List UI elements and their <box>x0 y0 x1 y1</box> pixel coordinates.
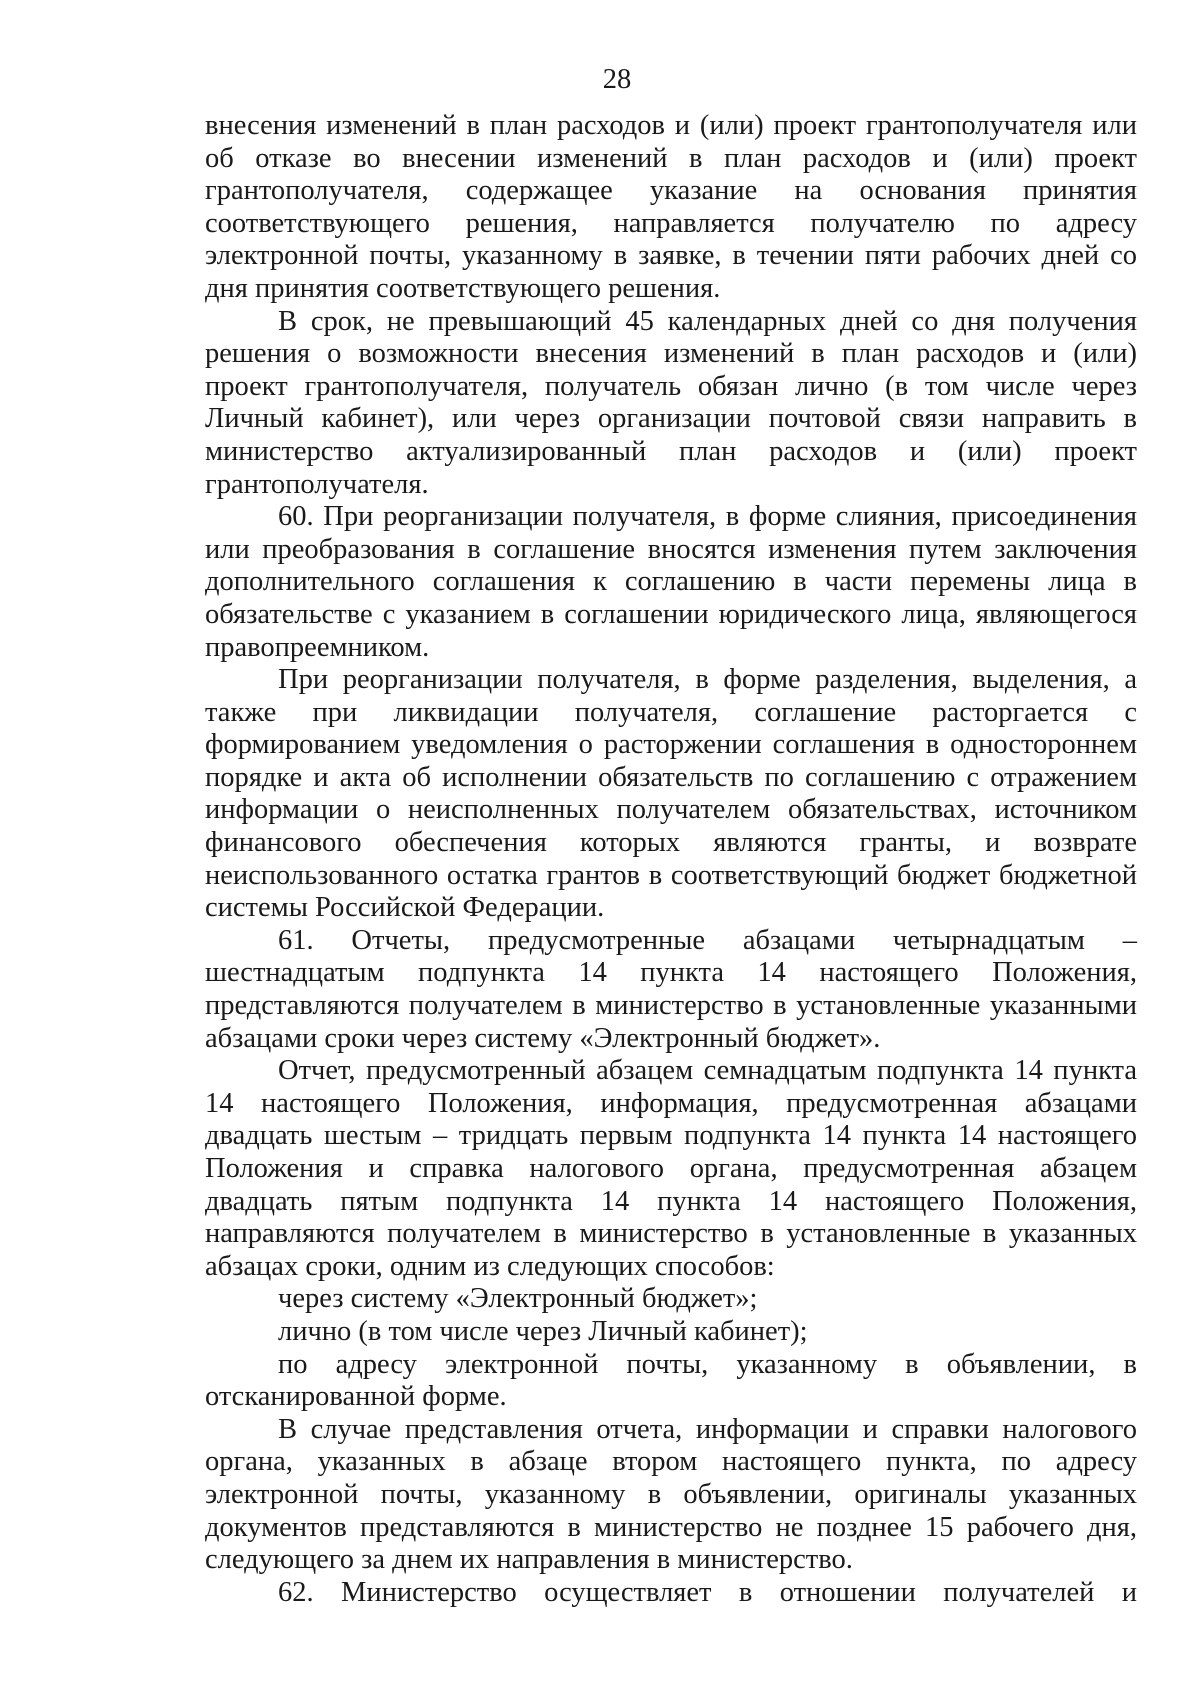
list-item-personal-account: лично (в том числе через Личный кабинет); <box>278 1315 808 1347</box>
paragraph-item-60: 60. При реорганизации получателя, в форме слияния, присоединения или преобразования в соглашение вносятся изменения путем заключения дополнительного соглашения к соглашению в части перемены лица в обязательстве с указанием в соглашении юридического лица, являющегося правопреемником. <box>205 501 1137 663</box>
paragraph-continuation: внесения изменений в план расходов и (или) проект грантополучателя или об отказе во внесении изменений в план расходов и (или) проект грантополучателя, содержащее указание на основания принятия соответствующего решения, направляется получателю по адресу электронной почты, указанному в заявке, в течении пяти рабочих дней со дня принятия соответствующего решения. <box>205 110 1137 304</box>
paragraph-reorganization-division: При реорганизации получателя, в форме разделения, выделения, а также при ликвидации получателя, соглашение расторгается с формированием уведомления о расторжении соглашения в одностороннем порядке и акта об исполнении обязательств по соглашению с отражением информации о неисполненных получателем обязательствах, источником финансового обеспечения которых являются гранты, и возврате неиспользованного остатка грантов в соответствующий бюджет бюджетной системы Российской Федерации. <box>205 664 1137 924</box>
paragraph-item-62: 62. Министерство осуществляет в отношении получателей и <box>278 1576 1137 1608</box>
list-item-electronic-budget: через систему «Электронный бюджет»; <box>278 1283 758 1315</box>
paragraph-report-submission: Отчет, предусмотренный абзацем семнадцатым подпункта 14 пункта 14 настоящего Положения, информация, предусмотренная абзацами двадцать шестым – тридцать первым подпункта 14 пункта 14 настоящего Положения и справка налогового органа, предусмотренная абзацем двадцать пятым подпункта 14 пункта 14 настоящего Положения, направляются получателем в министерство в установленные в указанных абзацах сроки, одним из следующих способов: <box>205 1055 1137 1282</box>
list-item-email: по адресу электронной почты, указанному в объявлении, в отсканированной форме. <box>205 1348 1137 1413</box>
paragraph-deadline-45-days: В срок, не превышающий 45 календарных дней со дня получения решения о возможности внесения изменений в план расходов и (или) проект грантополучателя, получатель обязан лично (в том числе через Личный кабинет), или через организации почтовой связи направить в министерство актуализированный план расходов и (или) проект грантополучателя. <box>205 305 1137 500</box>
document-body <box>205 110 1137 1609</box>
paragraph-originals-submission: В случае представления отчета, информации и справки налогового органа, указанных в абзаце втором настоящего пункта, по адресу электронной почты, указанному в объявлении, оригиналы указанных документов представляются в министерство не позднее 15 рабочего дня, следующего за днем их направления в министерство. <box>205 1413 1137 1576</box>
paragraph-item-61: 61. Отчеты, предусмотренные абзацами четырнадцатым – шестнадцатым подпункта 14 пункта 14 настоящего Положения, представляются получателем в министерство в установленные указанными абзацами сроки через систему «Электронный бюджет». <box>205 924 1137 1054</box>
page-number: 28 <box>602 64 632 95</box>
